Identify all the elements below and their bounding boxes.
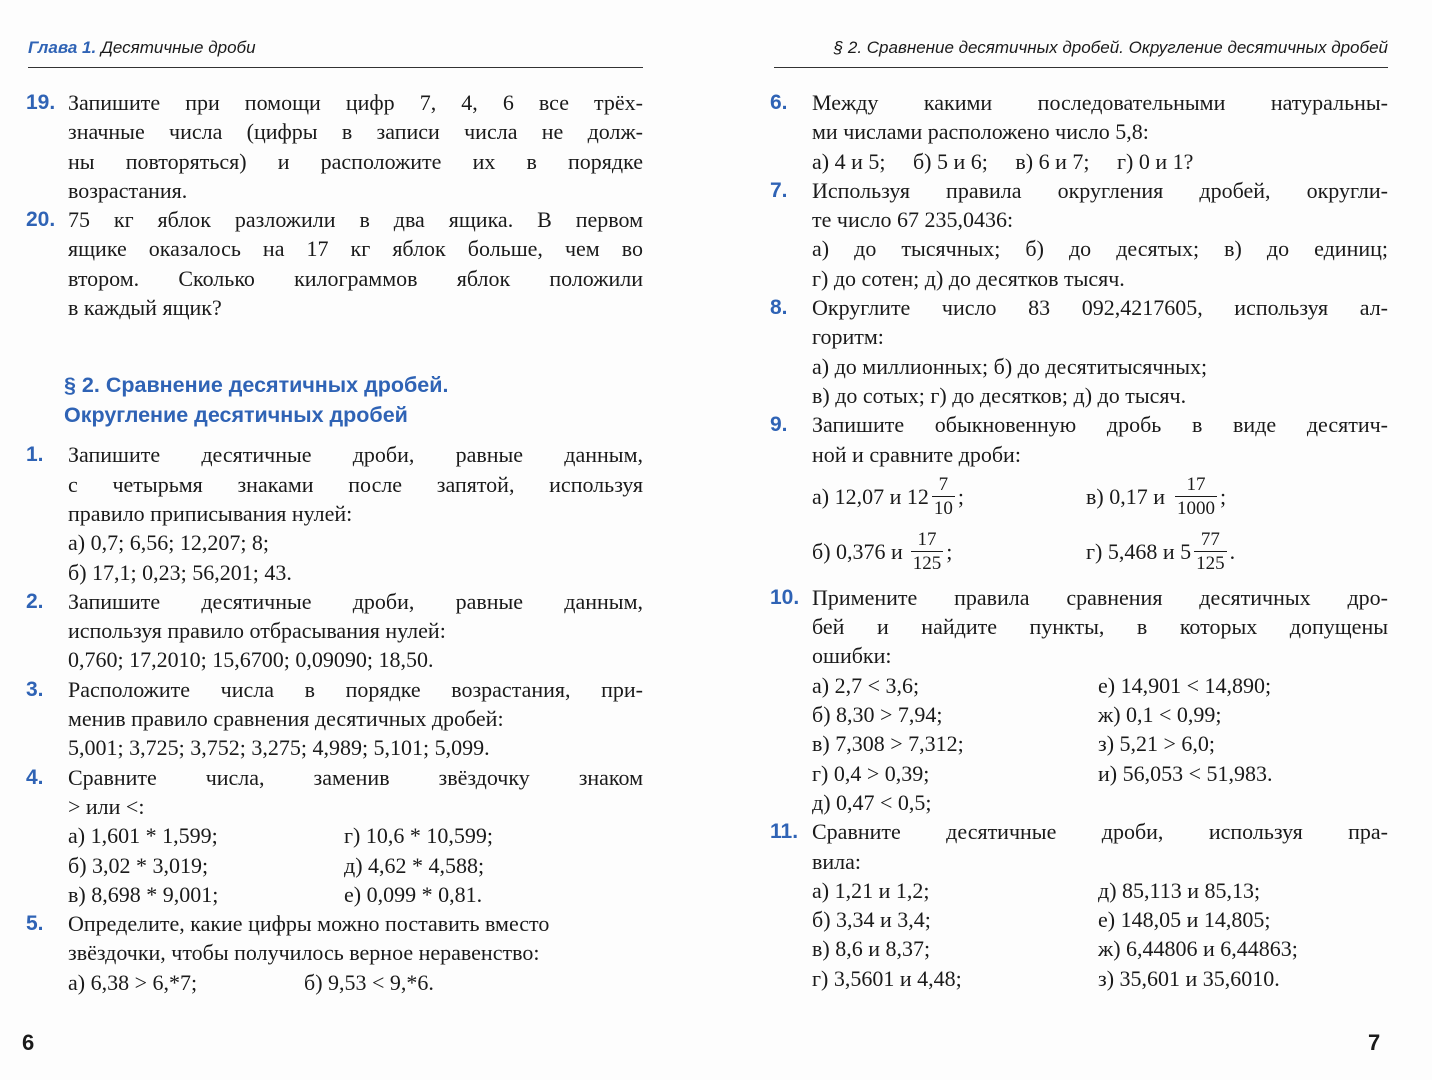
task-options: в) до сотых; г) до десятков; д) до тысяч. — [812, 382, 1187, 408]
task-item: б) 9,53 < 9,*6. — [304, 969, 434, 995]
task-item: е) 14,901 < 14,890; — [1098, 672, 1272, 698]
item-row — [68, 851, 643, 880]
task-options: а) 4 и 5; б) 5 и 6; в) 6 и 7; г) 0 и 1? — [812, 148, 1194, 174]
task-item: ж) 0,1 < 0,99; — [1098, 702, 1222, 728]
task-3 — [26, 675, 643, 763]
task-item: в) 7,308 > 7,312; — [812, 731, 964, 757]
task-number: 7. — [770, 178, 788, 202]
task-item: а) 0,7; 6,56; 12,207; 8; — [68, 530, 270, 556]
task-5 — [26, 909, 643, 997]
text-line: Сравните десятичные дроби, используя пра- — [812, 819, 1388, 845]
task-item: г) 3,5601 и 4,48; — [812, 965, 962, 991]
text-line: Используя правила округления дробей, округли- — [812, 177, 1388, 203]
task-7 — [770, 176, 1388, 293]
item-text: в) 0,17 и — [1086, 483, 1165, 509]
item-text: а) 12,07 и 12 — [812, 483, 929, 509]
task-options: г) до сотен; д) до десятков тысяч. — [812, 265, 1125, 291]
task-20 — [26, 205, 643, 322]
task-item: а) 6,38 > 6,*7; — [68, 969, 198, 995]
task-item: д) 85,113 и 85,13; — [1098, 877, 1261, 903]
text-line: > или <: — [68, 793, 145, 819]
item-row — [812, 671, 1388, 700]
task-9 — [770, 410, 1388, 579]
text-line: ми числами расположено число 5,8: — [812, 119, 1149, 145]
denominator: 125 — [912, 552, 942, 574]
text-line: вила: — [812, 848, 862, 874]
item-row — [812, 700, 1388, 729]
right-page — [716, 0, 1432, 1080]
text-line: значные числа (цифры в записи числа не долж- — [68, 119, 643, 145]
task-item: в) 8,698 * 9,001; — [68, 881, 219, 907]
fraction-item-b — [812, 528, 1086, 575]
fraction — [1175, 473, 1217, 520]
fraction-row — [812, 524, 1388, 579]
text-line: Запишите десятичные дроби, равные данным, — [68, 442, 643, 468]
text-line: с четырьмя знаками после запятой, используя — [68, 471, 643, 497]
fraction-row — [812, 469, 1388, 524]
fraction — [1194, 528, 1227, 575]
task-number: 8. — [770, 296, 788, 320]
page-number-right: 7 — [1368, 1030, 1381, 1055]
text-line: втором. Сколько килограммов яблок положили — [68, 265, 643, 291]
item-punct: ; — [957, 483, 964, 509]
task-item: и) 56,053 < 51,983. — [1098, 760, 1273, 786]
text-line: правило приписывания нулей: — [68, 500, 353, 526]
task-item: з) 5,21 > 6,0; — [1098, 731, 1216, 757]
text-line: менив правило сравнения десятичных дробей: — [68, 706, 504, 732]
item-row — [812, 729, 1388, 758]
section-heading — [26, 370, 643, 430]
fraction — [932, 473, 955, 520]
task-number: 2. — [26, 589, 44, 613]
right-running-header: § 2. Сравнение десятичных дробей. Округление десятичных дробей — [774, 38, 1388, 68]
task-item: б) 3,02 * 3,019; — [68, 852, 209, 878]
task-item: г) 0,4 > 0,39; — [812, 760, 930, 786]
left-running-header — [28, 38, 643, 68]
text-line: ошибки: — [812, 643, 892, 669]
text-line: возрастания. — [68, 177, 188, 203]
task-options: а) до тысячных; б) до десятых; в) до единиц; — [812, 236, 1388, 262]
task-item: а) 1,21 и 1,2; — [812, 877, 930, 903]
task-number: 19. — [26, 91, 56, 114]
task-8 — [770, 293, 1388, 410]
task-item: б) 8,30 > 7,94; — [812, 702, 943, 728]
task-item: в) 8,6 и 8,37; — [812, 936, 931, 962]
item-text: б) 0,376 и — [812, 538, 903, 564]
chapter-label: Глава 1. — [28, 38, 97, 57]
text-line: Сравните числа, заменив звёздочку знаком — [68, 764, 643, 790]
text-line: горитм: — [812, 324, 884, 350]
task-values: 5,001; 3,725; 3,752; 3,275; 4,989; 5,101; 5,099. — [68, 735, 490, 761]
task-item: а) 2,7 < 3,6; — [812, 672, 920, 698]
text-line: Запишите десятичные дроби, равные данным, — [68, 588, 643, 614]
numerator: 77 — [1200, 528, 1220, 550]
task-item: ж) 6,44806 и 6,44863; — [1098, 936, 1298, 962]
item-punct: . — [1229, 538, 1236, 564]
text-line: те число 67 235,0436: — [812, 207, 1014, 233]
task-11 — [770, 817, 1388, 993]
item-row — [68, 821, 643, 850]
item-row — [812, 964, 1388, 993]
item-row — [68, 968, 643, 997]
text-line: Примените правила сравнения десятичных дро- — [812, 584, 1388, 610]
denominator: 10 — [933, 497, 953, 519]
section-heading-line1: § 2. Сравнение десятичных дробей. — [64, 373, 449, 398]
text-line: Округлите число 83 092,4217605, используя ал- — [812, 295, 1388, 321]
task-number: 11. — [770, 820, 799, 844]
text-line: Запишите при помощи цифр 7, 4, 6 все трёх- — [68, 90, 643, 115]
text-line: в каждый ящик? — [68, 295, 222, 321]
task-number: 4. — [26, 765, 44, 789]
page-number-left: 6 — [22, 1030, 35, 1055]
task-item: д) 0,47 < 0,5; — [812, 789, 932, 815]
task-10 — [770, 583, 1388, 817]
denominator: 1000 — [1177, 497, 1215, 519]
item-row — [812, 934, 1388, 963]
task-1 — [26, 440, 643, 586]
text-line: Определите, какие цифры можно поставить вместо — [68, 911, 550, 937]
item-punct: ; — [946, 538, 953, 564]
numerator: 17 — [917, 528, 937, 550]
task-item: з) 35,601 и 35,6010. — [1098, 965, 1280, 991]
text-line: используя правило отбрасывания нулей: — [68, 618, 446, 644]
task-4 — [26, 763, 643, 909]
denominator: 125 — [1196, 552, 1225, 574]
text-line: бей и найдите пункты, в которых допущены — [812, 614, 1388, 640]
item-row — [812, 876, 1388, 905]
numerator: 7 — [938, 473, 949, 495]
chapter-title: Десятичные дроби — [100, 38, 256, 57]
fraction — [911, 528, 944, 575]
item-punct: ; — [1220, 483, 1227, 509]
task-number: 3. — [26, 677, 44, 701]
task-number: 20. — [26, 208, 56, 232]
task-item: е) 148,05 и 14,805; — [1098, 907, 1271, 933]
numerator: 17 — [1186, 473, 1206, 495]
text-line: 75 кг яблок разложили в два ящика. В первом — [68, 207, 643, 233]
task-item: д) 4,62 * 4,588; — [344, 852, 485, 878]
task-item: б) 17,1; 0,23; 56,201; 43. — [68, 559, 292, 585]
text-line: звёздочки, чтобы получилось верное неравенство: — [68, 940, 540, 966]
task-6 — [770, 88, 1388, 176]
task-2 — [26, 587, 643, 675]
right-content — [770, 88, 1388, 993]
task-item: г) 10,6 * 10,599; — [344, 823, 493, 849]
item-row — [812, 788, 1388, 817]
item-row — [68, 880, 643, 909]
text-line: Запишите обыкновенную дробь в виде десятич- — [812, 412, 1388, 438]
text-line: Между какими последовательными натуральны- — [812, 90, 1388, 115]
task-values: 0,760; 17,2010; 15,6700; 0,09090; 18,50. — [68, 647, 434, 673]
task-number: 5. — [26, 912, 44, 936]
task-item: б) 3,34 и 3,4; — [812, 907, 931, 933]
text-line: ной и сравните дроби: — [812, 441, 1021, 467]
task-number: 10. — [770, 585, 800, 609]
task-number: 9. — [770, 413, 788, 437]
text-line: Расположите числа в порядке возрастания, при- — [68, 676, 643, 702]
fraction-item-g — [1086, 528, 1235, 575]
task-number: 1. — [26, 443, 44, 467]
task-item: а) 1,601 * 1,599; — [68, 823, 218, 849]
left-content — [26, 88, 643, 997]
text-line: ны повторяться) и расположите их в порядке — [68, 148, 643, 174]
task-item: е) 0,099 * 0,81. — [344, 881, 483, 907]
item-text: г) 5,468 и 5 — [1086, 538, 1192, 564]
task-number: 6. — [770, 91, 788, 114]
fraction-item-a — [812, 473, 1086, 520]
section-heading-line2: Округление десятичных дробей — [64, 403, 408, 428]
item-row — [812, 905, 1388, 934]
item-row — [812, 759, 1388, 788]
text-line: ящике оказалось на 17 кг яблок больше, чем во — [68, 236, 643, 262]
fraction-item-v — [1086, 473, 1226, 520]
task-19 — [26, 88, 643, 205]
task-options: а) до миллионных; б) до десятитысячных; — [812, 353, 1208, 379]
